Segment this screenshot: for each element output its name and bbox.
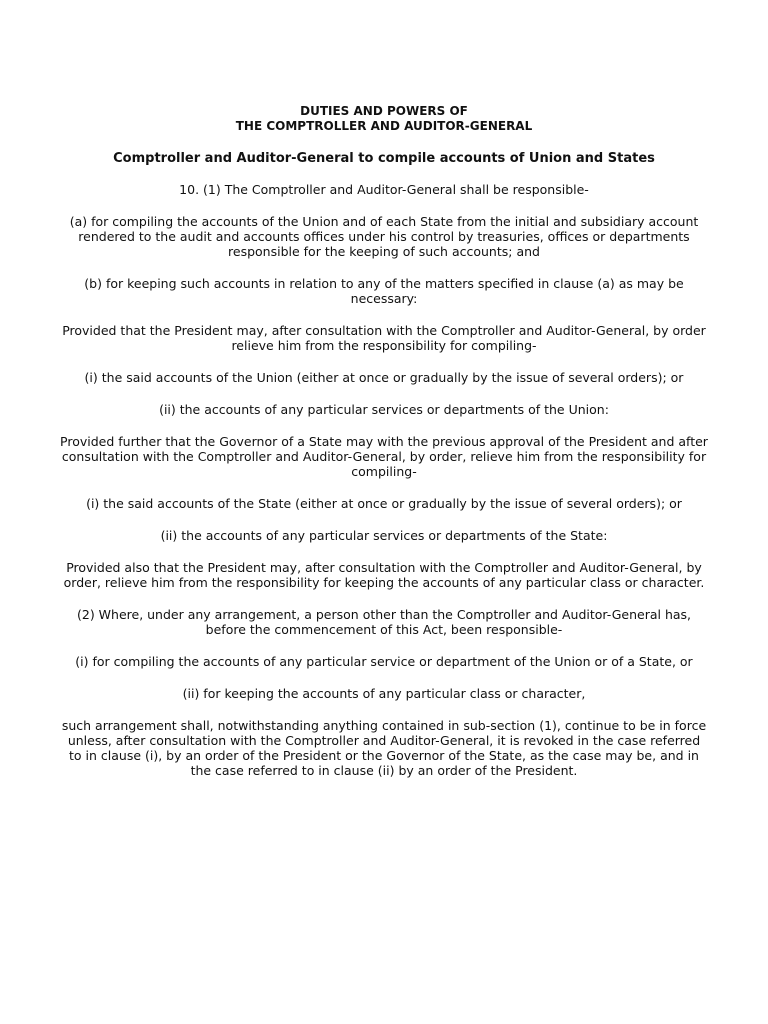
- paragraph-6: (ii) the accounts of any particular services or departments of the Union:: [159, 402, 609, 417]
- document-title: [60, 104, 708, 134]
- title-line-1: DUTIES AND POWERS OF: [300, 104, 468, 118]
- paragraph-14: such arrangement shall, notwithstanding anything contained in sub-section (1), continue to be in force unless, after consultation with the Comptroller and Auditor-General, it is revoked in the case referred to in clause (i), by an order of the President or the Governor of the State, as the case may be, and in the case referred to in clause (ii) by an order of the President.: [61, 718, 707, 778]
- section-heading: Comptroller and Auditor-General to compile accounts of Union and States: [113, 151, 655, 166]
- paragraph-11: (2) Where, under any arrangement, a person other than the Comptroller and Auditor-General has, before the commencement of this Act, been responsible-: [76, 607, 692, 637]
- paragraph-4: Provided that the President may, after consultation with the Comptroller and Auditor-General, by order relieve him from the responsibility for compiling-: [62, 323, 706, 353]
- paragraph-5: (i) the said accounts of the Union (either at once or gradually by the issue of several orders); or: [84, 370, 684, 385]
- paragraph-7: Provided further that the Governor of a State may with the previous approval of the President and after consultation with the Comptroller and Auditor-General, by order, relieve him from the responsibility for compiling-: [60, 434, 708, 479]
- paragraph-8: (i) the said accounts of the State (either at once or gradually by the issue of several orders); or: [86, 496, 682, 511]
- paragraph-1: 10. (1) The Comptroller and Auditor-General shall be responsible-: [179, 182, 589, 197]
- paragraph-2: (a) for compiling the accounts of the Union and of each State from the initial and subsidiary account rendered to the audit and accounts offices under his control by treasuries, offices or departments responsible for the keeping of such accounts; and: [69, 214, 699, 259]
- paragraph-9: (ii) the accounts of any particular services or departments of the State:: [160, 528, 608, 543]
- title-line-2: THE COMPTROLLER AND AUDITOR-GENERAL: [235, 119, 533, 133]
- paragraph-3: (b) for keeping such accounts in relation to any of the matters specified in clause (a) as may be necessary:: [84, 276, 684, 306]
- paragraph-10: Provided also that the President may, after consultation with the Comptroller and Auditor-General, by order, relieve him from the responsibility for keeping the accounts of any particular class or character.: [63, 560, 705, 590]
- paragraph-12: (i) for compiling the accounts of any particular service or department of the Union or of a State, or: [75, 654, 693, 669]
- document-page: [60, 104, 708, 778]
- paragraph-13: (ii) for keeping the accounts of any particular class or character,: [182, 686, 586, 701]
